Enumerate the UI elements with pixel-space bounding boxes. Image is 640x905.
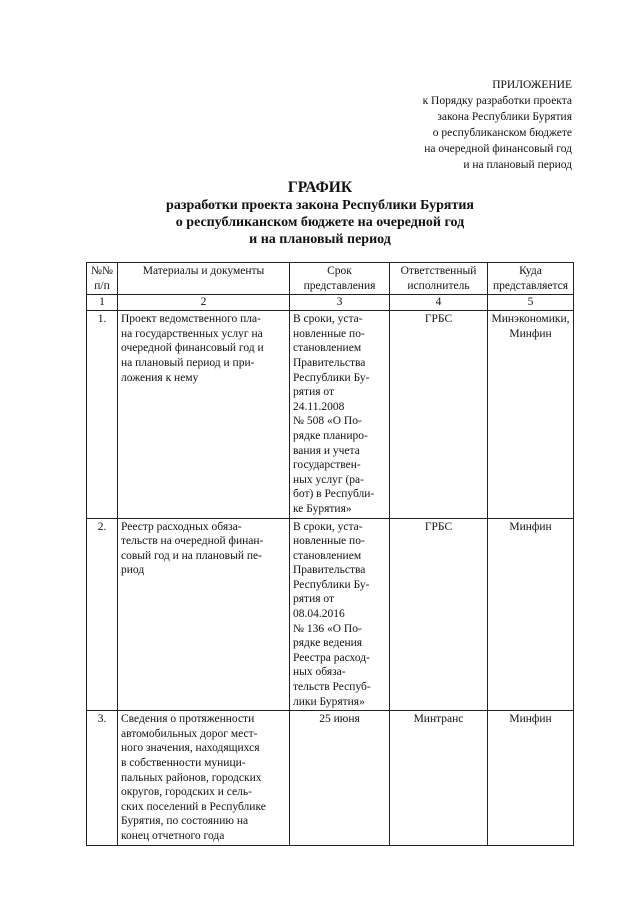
deadline-cell-line: государствен- <box>293 459 361 472</box>
column-number: 1 <box>87 295 118 311</box>
title-line: разработки проекта закона Республики Бурятия <box>166 198 474 213</box>
materials-cell-line: на плановый период и при- <box>121 356 255 369</box>
recipient-cell <box>488 711 574 845</box>
materials-cell <box>118 311 290 518</box>
executor-cell <box>390 518 488 711</box>
deadline-cell-line: рядке ведения <box>293 637 363 650</box>
deadline-cell-line: рятия от <box>293 386 335 399</box>
deadline-cell-line: новленные по- <box>293 535 365 548</box>
column-header <box>488 263 574 295</box>
appendix-line: закона Республики Бурятия <box>437 111 572 123</box>
deadline-cell-line: Правительства <box>293 564 366 577</box>
deadline-cell-line: 08.04.2016 <box>293 608 345 621</box>
table-row <box>87 311 574 518</box>
deadline-cell-line: Реестра расход- <box>293 651 370 664</box>
recipient-cell-line: Минэкономики, <box>491 313 570 326</box>
materials-cell-line: в собственности муници- <box>121 757 246 769</box>
column-header-line: №№ <box>91 265 113 277</box>
deadline-cell-line: В сроки, уста- <box>293 520 363 533</box>
executor-cell-line: Минтранс <box>413 713 464 726</box>
materials-cell-line: пальных районов, городских <box>121 771 262 784</box>
deadline-cell-line: 24.11.2008 <box>293 400 345 413</box>
materials-cell-line: Проект ведомственного пла- <box>121 313 261 326</box>
appendix-line: к Порядку разработки проекта <box>422 95 572 107</box>
deadline-cell <box>290 311 390 518</box>
materials-cell-line: ских поселений в Республике <box>121 800 266 813</box>
row-number-line: 3. <box>97 713 107 726</box>
row-number-line: 1. <box>97 313 107 326</box>
materials-cell-line: округов, городских и сель- <box>121 786 252 799</box>
title-line: о республиканском бюджете на очередной год <box>175 215 465 230</box>
column-header-line: исполнитель <box>407 279 470 292</box>
table-row <box>87 518 574 711</box>
deadline-cell-line: 25 июня <box>319 713 360 726</box>
deadline-cell-line: вания и учета <box>293 444 360 457</box>
recipient-cell-line: Минфин <box>509 327 552 340</box>
title-heading: ГРАФИК <box>287 179 353 196</box>
column-number: 4 <box>390 295 488 311</box>
recipient-cell-line: Минфин <box>509 520 552 533</box>
row-number <box>87 711 118 845</box>
appendix-line: о республиканском бюджете <box>432 127 572 139</box>
deadline-cell <box>290 711 390 845</box>
column-header-line: Ответственный <box>400 265 477 277</box>
deadline-cell-line: Республики Бу- <box>293 578 370 591</box>
deadline-cell-line: лики Бурятия» <box>293 695 365 708</box>
materials-cell-line: ного значения, находящихся <box>121 742 260 755</box>
column-header <box>390 263 488 295</box>
title-line: и на плановый период <box>249 232 391 247</box>
deadline-cell-line: В сроки, уста- <box>293 313 363 326</box>
document-title <box>0 178 640 248</box>
materials-cell-line: Бурятия, по состоянию на <box>121 815 249 828</box>
materials-cell-line: Сведения о протяженности <box>121 713 255 726</box>
executor-cell-line: ГРБС <box>424 520 453 533</box>
deadline-cell-line: становлением <box>293 549 362 562</box>
appendix-line: и на плановый период <box>463 159 572 171</box>
column-header-line: Куда <box>519 265 542 277</box>
column-header <box>118 263 290 295</box>
table-row <box>87 711 574 845</box>
materials-cell-line: конец отчетного года <box>121 829 225 842</box>
column-number-row <box>87 295 574 311</box>
deadline-cell-line: бот) в Республи- <box>293 488 375 501</box>
executor-cell <box>390 711 488 845</box>
row-number <box>87 518 118 711</box>
column-header <box>290 263 390 295</box>
deadline-cell-line: № 508 «О По- <box>293 415 362 428</box>
column-header <box>87 263 118 295</box>
deadline-cell-line: ке Бурятия» <box>293 502 352 515</box>
column-header-line: представляется <box>492 279 569 292</box>
deadline-cell-line: Правительства <box>293 356 366 369</box>
table-body <box>87 311 574 845</box>
deadline-cell-line: ных услуг (ра- <box>293 473 364 486</box>
materials-cell-line: тельств на очередной финан- <box>121 535 264 548</box>
executor-cell <box>390 311 488 518</box>
appendix-block <box>312 77 572 173</box>
materials-cell <box>118 711 290 845</box>
appendix-line: ПРИЛОЖЕНИЕ <box>492 79 572 91</box>
deadline-cell-line: Республики Бу- <box>293 371 370 384</box>
deadline-cell-line: новленные по- <box>293 327 365 340</box>
recipient-cell <box>488 518 574 711</box>
materials-cell-line: ложения к нему <box>121 371 199 384</box>
deadline-cell-line: становлением <box>293 342 362 355</box>
materials-cell <box>118 518 290 711</box>
column-number: 5 <box>488 295 574 311</box>
column-header-line: Срок <box>327 265 352 277</box>
recipient-cell-line: Минфин <box>509 713 552 726</box>
deadline-cell <box>290 518 390 711</box>
column-header-line: Материалы и документы <box>142 265 265 277</box>
column-number: 2 <box>118 295 290 311</box>
column-header-line: представления <box>303 279 376 292</box>
materials-cell-line: автомобильных дорог мест- <box>121 727 258 740</box>
recipient-cell <box>488 311 574 518</box>
deadline-cell-line: рядке планиро- <box>293 429 368 442</box>
column-number: 3 <box>290 295 390 311</box>
column-header-line: п/п <box>94 279 110 292</box>
schedule-table <box>86 262 574 846</box>
deadline-cell-line: № 136 «О По- <box>293 622 362 635</box>
executor-cell-line: ГРБС <box>424 313 453 326</box>
materials-cell-line: очередной финансовый год и <box>121 342 264 355</box>
title-lines <box>0 197 640 248</box>
materials-cell-line: на государственных услуг на <box>121 327 263 340</box>
materials-cell-line: риод <box>121 564 145 577</box>
materials-cell-line: совый год и на плановый пе- <box>121 549 262 562</box>
row-number <box>87 311 118 518</box>
deadline-cell-line: ных обяза- <box>293 666 346 679</box>
header-row <box>87 263 574 295</box>
deadline-cell-line: рятия от <box>293 593 335 606</box>
appendix-line: на очередной финансовый год <box>424 143 572 155</box>
row-number-line: 2. <box>97 520 107 533</box>
deadline-cell-line: тельств Респуб- <box>293 681 371 694</box>
materials-cell-line: Реестр расходных обяза- <box>121 520 242 533</box>
